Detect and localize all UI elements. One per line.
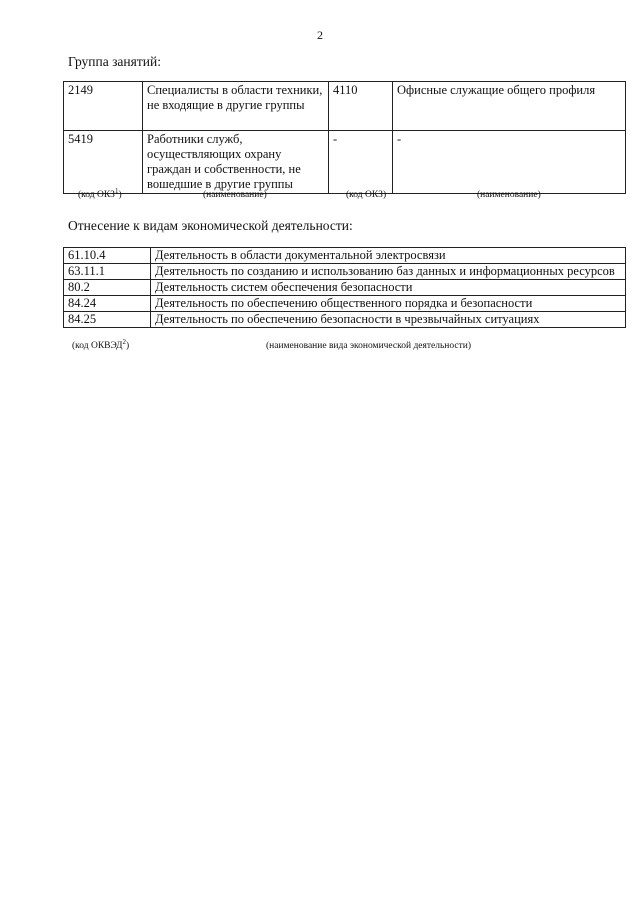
okved-name-cell: Деятельность по обеспечению безопасности в чрезвычайных ситуациях [151,312,626,328]
okved-code-cell: 84.24 [64,296,151,312]
okved-name-cell: Деятельность в области документальной электросвязи [151,248,626,264]
table-row [64,248,626,264]
okz-code-cell: - [329,131,393,194]
okz-code-cell: 5419 [64,131,143,194]
okved-code-cell: 84.25 [64,312,151,328]
table-row [64,82,626,131]
okz-code-cell: 2149 [64,82,143,131]
table-row [64,312,626,328]
table-row [64,296,626,312]
activity-heading: Отнесение к видам экономической деятельности: [68,218,353,233]
table-row [64,264,626,280]
okz-name-cell: - [393,131,626,194]
okved-name-cell: Деятельность систем обеспечения безопасности [151,280,626,296]
occupation-group-heading: Группа занятий: [68,54,161,69]
okved-name-caption: (наименование вида экономической деятельности) [266,341,471,351]
okz-name2-caption: (наименование) [477,190,541,200]
activity-table [63,247,626,328]
okved-name-cell: Деятельность по обеспечению общественного порядка и безопасности [151,296,626,312]
okved-code-cell: 80.2 [64,280,151,296]
page-number: 2 [317,28,323,42]
okz-name-caption: (наименование) [203,190,267,200]
table-row [64,131,626,194]
okz-code2-caption: (код ОКЗ) [346,190,387,200]
occupation-group-table [63,81,626,194]
okz-code-cell: 4110 [329,82,393,131]
okz-name-cell: Офисные служащие общего профиля [393,82,626,131]
okved-code-caption: (код ОКВЭД$^2$) [72,337,130,351]
okved-code-cell: 63.11.1 [64,264,151,280]
okved-code-cell: 61.10.4 [64,248,151,264]
okz-code-caption: (код ОКЗ$^1$) [78,186,122,200]
okved-name-cell: Деятельность по созданию и использованию баз данных и информационных ресурсов [151,264,626,280]
okz-name-cell: Специалисты в области техники, не входящие в другие группы [143,82,329,131]
table-row [64,280,626,296]
okz-name-cell: Работники служб, осуществляющих охрану граждан и собственности, не вошедшие в другие группы [143,131,329,194]
